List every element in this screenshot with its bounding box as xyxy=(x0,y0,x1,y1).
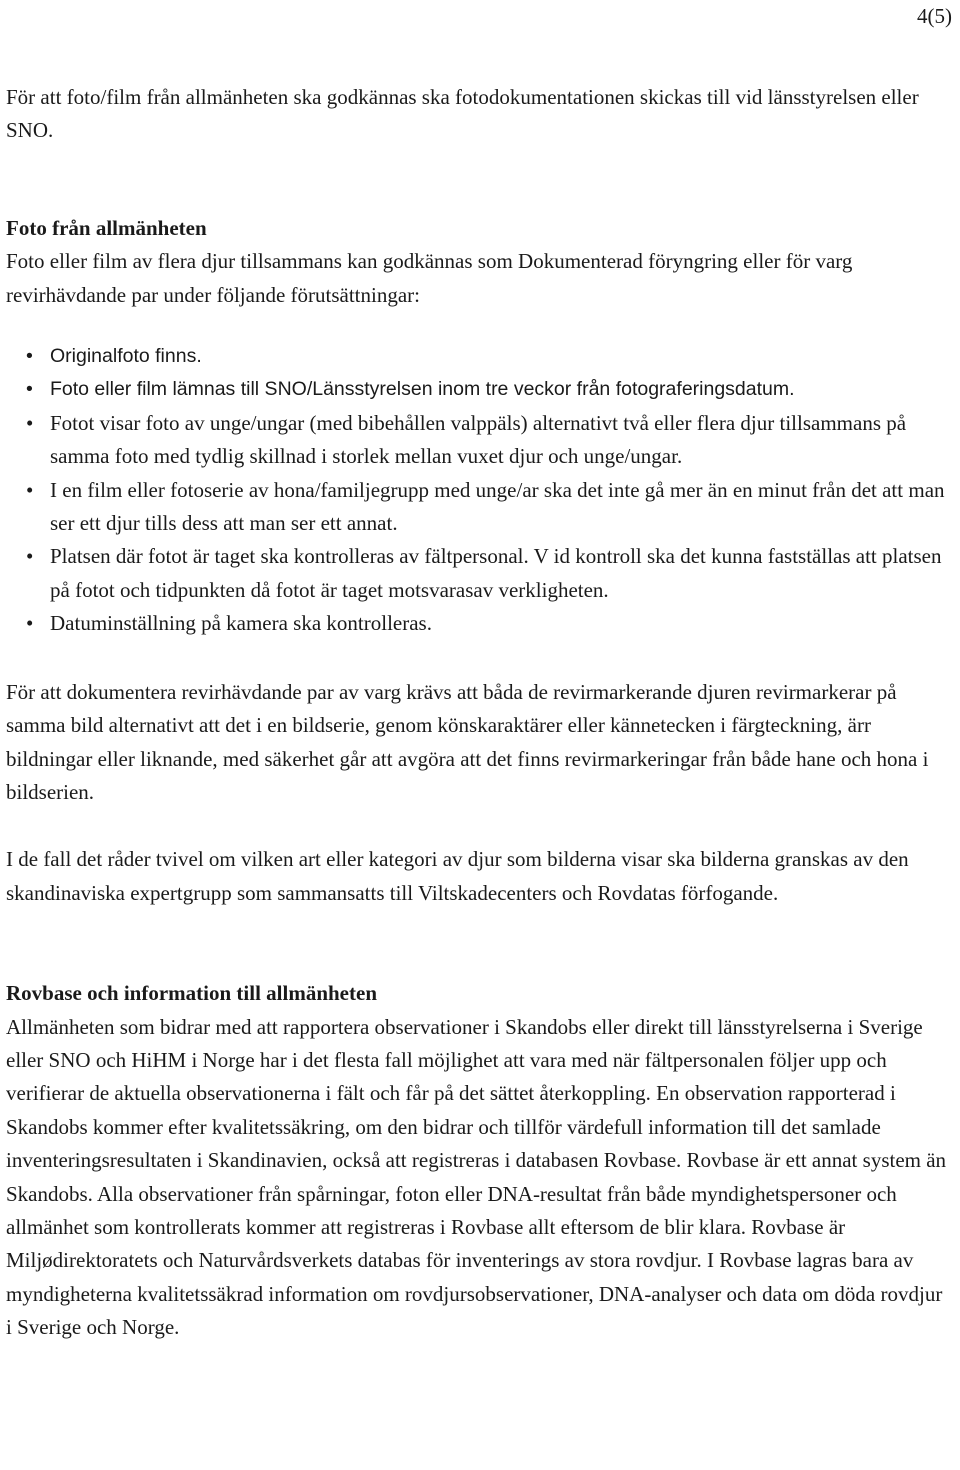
list-item-text: Originalfoto finns. xyxy=(50,345,202,368)
bullet-icon: • xyxy=(26,410,34,435)
section-intro: Foto eller film av flera djur tillsammans kan godkännas som Dokumenterad föryngring eller för varg revirhävdande par under följande förutsättningar: xyxy=(6,249,853,307)
list-item xyxy=(6,373,951,406)
bullet-icon: • xyxy=(26,477,34,502)
list-item-text: Datuminställning på kamera ska kontrolleras. xyxy=(50,611,432,636)
spacer xyxy=(6,148,951,212)
rovbase-paragraph: Allmänheten som bidrar med att rapportera observationer i Skandobs eller direkt till länsstyrelserna i Sverige eller SNO och HiHM i Norge har i det flesta fall möjlighet att vara med när fältpersonalen följer upp och verifierar de aktuella observationerna i fält och får på det sättet återkoppling. En observation rapporterad i Skandobs kommer efter kvalitetssäkring, om den bidrar och tillför värdefull information till det samlade inventeringsresultaten i Skandinavien, också att registreras i databasen Rovbase. Rovbase är ett annat system än Skandobs. Alla observationer från spårningar, foton eller DNA-resultat från både myndighetspersoner och allmänhet som kontrollerats kommer att registreras i Rovbase allt eftersom de blir klara. Rovbase är Miljødirektoratets och Naturvårdsverkets databas för inventerings av stora rovdjur. I Rovbase lagras bara av myndigheterna kvalitetssäkrad information om rovdjursobservationer, DNA-analyser och data om döda rovdjur i Sverige och Norge. xyxy=(6,1014,947,1340)
document-body xyxy=(6,81,951,1345)
section-photo-from-public xyxy=(6,212,951,910)
list-item-text: Fotot visar foto av unge/ungar (med bibehållen valppäls) alternativt två eller flera djur tillsammans på samma foto med tydlig skillnad i storlek mellan vuxet djur och unge/ungar. xyxy=(50,410,907,469)
spacer xyxy=(6,910,951,977)
spacer xyxy=(6,312,951,340)
spacer xyxy=(6,641,951,676)
list-item-text: Platsen där fotot är taget ska kontrolleras av fältpersonal. V id kontroll ska det kunna fastställas att platsen på fotot och tidpunkten då fotot är taget motsvarasav verkligheten. xyxy=(50,544,942,602)
bullet-icon: • xyxy=(26,345,33,368)
list-item xyxy=(6,607,951,640)
bullet-icon: • xyxy=(26,544,34,569)
spacer xyxy=(6,809,951,843)
list-item xyxy=(6,540,951,607)
bullet-icon: • xyxy=(26,611,34,636)
territorial-pair-paragraph: För att dokumentera revirhävdande par av varg krävs att båda de revirmarkerande djuren revirmarkerar på samma bild alternativt att det i en bildserie, genom könskaraktärer eller kännetecken i färgteckning, ärr bildningar eller liknande, med säkerhet går att avgöra att det finns revirmarkeringar från både hane och hona i bildserien. xyxy=(6,679,929,804)
section-heading: Rovbase och information till allmänheten xyxy=(6,981,377,1006)
list-item-text: Foto eller film lämnas till SNO/Länsstyrelsen inom tre veckor från fotograferingsdatum. xyxy=(50,378,795,401)
list-item xyxy=(6,407,951,474)
section-rovbase xyxy=(6,977,951,1344)
expert-review-paragraph: I de fall det råder tvivel om vilken art eller kategori av djur som bilderna visar ska bilderna granskas av den skandinaviska expertgrupp som sammansatts till Viltskadecenters och Rovdatas förfogande. xyxy=(6,847,909,905)
conditions-list xyxy=(6,340,951,641)
intro-paragraph: För att foto/film från allmänheten ska godkännas ska fotodokumentationen skickas till vid länsstyrelsen eller SNO. xyxy=(6,85,919,143)
bullet-icon: • xyxy=(26,378,33,401)
section-heading: Foto från allmänheten xyxy=(6,215,207,240)
list-item xyxy=(6,340,951,373)
list-item-text: I en film eller fotoserie av hona/familjegrupp med unge/ar ska det inte gå mer än en minut från det att man ser ett djur tills dess att man ser ett annat. xyxy=(50,477,945,536)
list-item xyxy=(6,474,951,541)
page-number: 4(5) xyxy=(917,4,952,28)
